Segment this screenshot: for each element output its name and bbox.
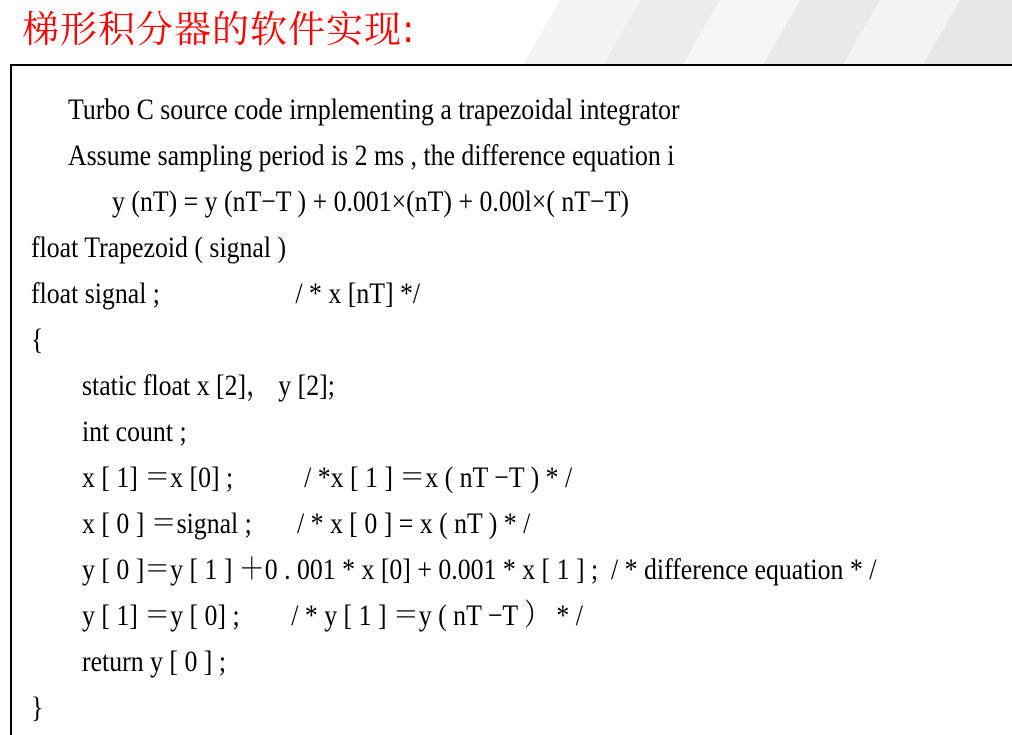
code-line: float signal ; / * x [nT] */ — [31, 277, 421, 310]
code-line: y (nT) = y (nT−T ) + 0.001×(nT) + 0.00l×( nT−T) — [112, 185, 629, 218]
code-line: y [ 0 ]＝y [ 1 ] ＋0 . 001 * x [0] + 0.001 * x [ 1 ] ; / * difference equation * / — [82, 553, 877, 586]
slide-title: 梯形积分器的软件实现: — [22, 8, 416, 51]
code-line: int count ; — [82, 415, 187, 448]
code-line: Assume sampling period is 2 ms , the difference equation i — [68, 139, 675, 172]
code-listing-box — [10, 64, 1012, 735]
code-line: { — [31, 323, 44, 356]
code-line: return y [ 0 ] ; — [82, 645, 227, 678]
code-line: x [ 0 ] ＝signal ; / * x [ 0 ] = x ( nT ) * / — [82, 507, 531, 540]
code-line: float Trapezoid ( signal ) — [31, 231, 287, 264]
code-line: } — [31, 691, 44, 724]
code-line: static float x [2]， y [2]; — [82, 369, 335, 402]
code-line: x [ 1] ＝x [0] ; / *x [ 1 ] ＝x ( nT −T ) * / — [82, 461, 573, 494]
code-line: Turbo C source code irnplementing a trapezoidal integrator — [68, 93, 680, 126]
code-line: y [ 1] ＝y [ 0] ; / * y [ 1 ] ＝y ( nT −T ） * / — [82, 599, 583, 632]
